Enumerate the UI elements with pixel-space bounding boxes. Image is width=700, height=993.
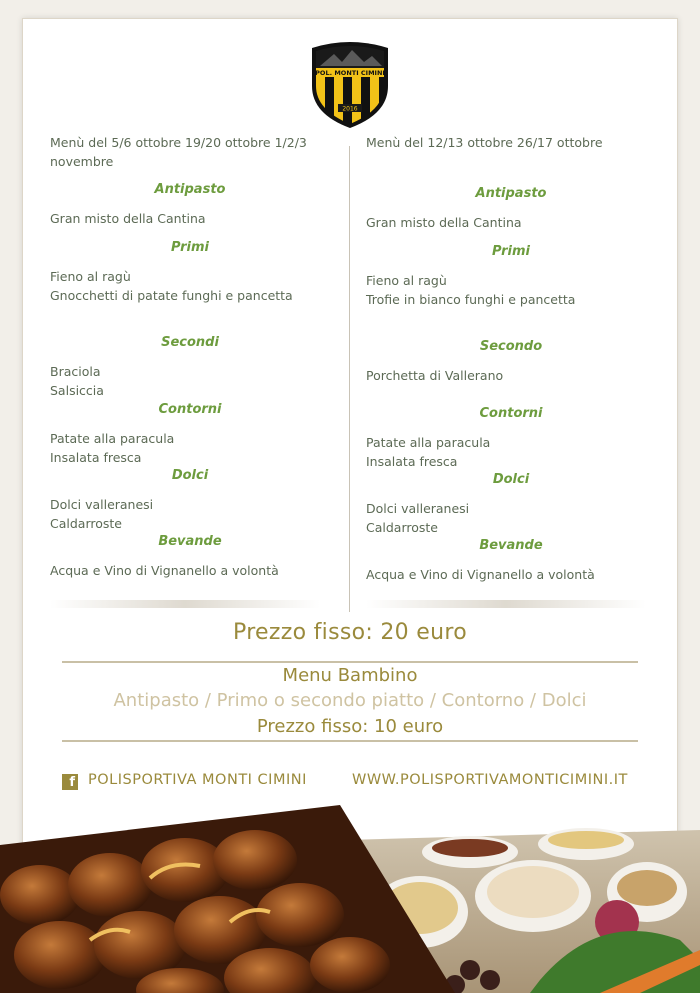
facebook-icon[interactable]: f	[62, 774, 78, 790]
left-contorni-block	[50, 400, 330, 467]
right-menu-item: Dolci valleranesi	[366, 501, 470, 516]
left-section-heading: Bevande	[158, 534, 222, 549]
facebook-label[interactable]: POLISPORTIVA MONTI CIMINI	[88, 772, 307, 788]
right-menu-item: Acqua e Vino di Vignanello a volontà	[366, 567, 595, 582]
right-section-heading: Dolci	[492, 472, 530, 487]
right-menu-item: Trofie in bianco funghi e pancetta	[366, 292, 576, 307]
right-section-heading: Antipasto	[475, 186, 547, 201]
right-antipasto-block	[366, 184, 656, 232]
left-secondi-block	[50, 333, 330, 400]
left-section-heading: Antipasto	[154, 182, 226, 197]
right-section-heading: Primi	[492, 244, 530, 259]
price-divider	[62, 740, 638, 742]
right-menu-item: Insalata fresca	[366, 454, 458, 469]
left-menu	[50, 133, 330, 171]
decorative-fade	[50, 600, 320, 608]
right-section-heading: Secondo	[479, 339, 543, 354]
right-section-heading: Bevande	[479, 538, 543, 553]
left-section-heading: Secondi	[161, 335, 219, 350]
price-divider	[62, 661, 638, 663]
left-menu-title: Menù del 5/6 ottobre 19/20 ottobre 1/2/3 novembre	[50, 135, 307, 169]
kids-price: Prezzo fisso: 10 euro	[256, 716, 444, 737]
left-section-heading: Primi	[171, 240, 209, 255]
right-menu-item: Caldarroste	[366, 520, 438, 535]
left-bevande-block	[50, 532, 330, 580]
right-menu	[366, 133, 656, 152]
left-menu-item: Caldarroste	[50, 516, 122, 531]
column-divider	[349, 146, 350, 612]
left-section-heading: Contorni	[158, 402, 222, 417]
left-menu-item: Insalata fresca	[50, 450, 142, 465]
left-menu-item: Gran misto della Cantina	[50, 211, 206, 226]
left-menu-item: Patate alla paracula	[50, 431, 175, 446]
club-logo	[306, 38, 394, 130]
left-section-heading: Dolci	[171, 468, 209, 483]
right-secondo-block	[366, 337, 656, 385]
right-dolci-block	[366, 470, 656, 537]
kids-menu-title: Menu Bambino	[282, 665, 418, 686]
left-menu-item: Salsiccia	[50, 383, 104, 398]
right-contorni-block	[366, 404, 656, 471]
right-menu-item: Gran misto della Cantina	[366, 215, 522, 230]
right-bevande-block	[366, 536, 656, 584]
left-menu-item: Dolci valleranesi	[50, 497, 154, 512]
left-menu-item: Braciola	[50, 364, 101, 379]
left-antipasto-block	[50, 180, 330, 228]
right-menu-item: Fieno al ragù	[366, 273, 447, 288]
left-menu-item: Acqua e Vino di Vignanello a volontà	[50, 563, 279, 578]
food-photo	[0, 800, 700, 993]
logo-name: POL. MONTI CIMINI	[315, 69, 385, 77]
decorative-fade	[366, 600, 646, 608]
right-menu-item: Patate alla paracula	[366, 435, 491, 450]
website-link[interactable]: WWW.POLISPORTIVAMONTICIMINI.IT	[352, 772, 628, 788]
left-primi-block	[50, 238, 330, 305]
right-menu-title: Menù del 12/13 ottobre 26/17 ottobre	[366, 135, 603, 150]
left-menu-item: Fieno al ragù	[50, 269, 131, 284]
kids-menu-items: Antipasto / Primo o secondo piatto / Contorno / Dolci	[113, 690, 587, 711]
right-section-heading: Contorni	[479, 406, 543, 421]
logo-year: 2016	[342, 105, 358, 113]
left-dolci-block	[50, 466, 330, 533]
main-price: Prezzo fisso: 20 euro	[233, 620, 467, 645]
right-primi-block	[366, 242, 656, 309]
left-menu-item: Gnocchetti di patate funghi e pancetta	[50, 288, 293, 303]
right-menu-item: Porchetta di Vallerano	[366, 368, 504, 383]
